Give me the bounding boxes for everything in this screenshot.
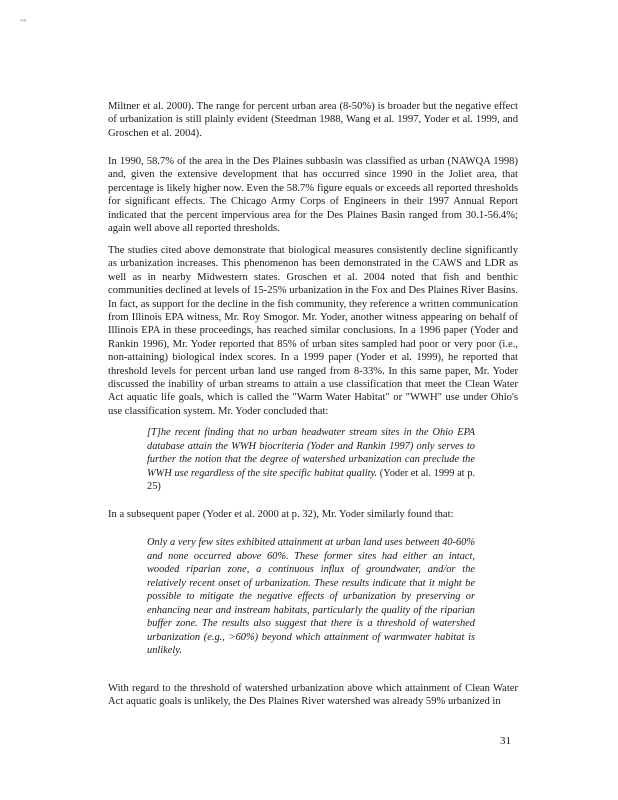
paragraph-5: With regard to the threshold of watershed urbanization above which attainment of Clean Water Act aquatic goals is unlikely, the Des Plaines River watershed was already 59% urbanized in — [108, 683, 518, 708]
paragraph-3: The studies cited above demonstrate that biological measures consistently decline significantly as urbanization increases. This phenomenon has been demonstrated in the CAWS and LDR as well as in nearby Midwestern states. Groschen et al. 2004 noted that fish and benthic communities declined at levels of 15-25% urbanization in the Fox and Des Plaines River Basins. In fact, as support for the decline in the fish community, they reference a written communication from Illinois EPA witness, Mr. Roy Smogor. Mr. Yoder, another witness appearing on behalf of Illinois EPA in these proceedings, has reached similar conclusions. In a 1996 paper (Yoder and Rankin 1996), Mr. Yoder reported that 85% of urban sites sampled had poor or very poor (i.e., non-attaining) biological index scores. In a 1999 paper (Yoder et al. 1999), he reported that threshold levels for percent urban land use ranged from 8-33%. In this same paper, Mr. Yoder discussed the inability of urban streams to attain a use classification that meet the Clean Water Act aquatic life goals, which is called the "Warm Water Habitat" or "WWH" use under Ohio's use classification system. Mr. Yoder concluded that: — [108, 245, 518, 417]
block-quote-2: Only a very few sites exhibited attainment at urban land uses between 40-60% and none occurred above 60%. These former sites had either an intact, wooded riparian zone, a continuous influx of groundwater, and/or the relatively recent onset of urbanization. These results indicate that it might be possible to mitigate the negative effects of urbanization by preserving or enhancing near and instream habitats, particularly the quality of the riparian buffer zone. The results also suggest that there is a threshold of watershed urbanization (e.g., >60%) beyond which attainment of warmwater habitat is unlikely. — [147, 537, 475, 656]
page-number: 31 — [500, 735, 511, 747]
scan-mark: "" — [20, 18, 27, 27]
paragraph-4: In a subsequent paper (Yoder et al. 2000 at p. 32), Mr. Yoder similarly found that: — [108, 509, 454, 520]
paragraph-2: In 1990, 58.7% of the area in the Des Plaines subbasin was classified as urban (NAWQA 1998) and, given the extensive development that has occurred since 1990 in the Joliet area, that percentage is likely higher now. Even the 58.7% figure equals or exceeds all reported thresholds for significant effects. The Chicago Army Corps of Engineers in their 1997 Annual Report indicated that the percent impervious area for the Des Plaines Basin ranged from 30.1-56.4%; again well above all reported thresholds. — [108, 156, 518, 235]
paragraph-1: Miltner et al. 2000). The range for percent urban area (8-50%) is broader but the negative effect of urbanization is still plainly evident (Steedman 1988, Wang et al. 1997, Yoder et al. 1999, and Groschen et al. 2004). — [108, 101, 518, 139]
block-quote-1: [T]he recent finding that no urban headwater stream sites in the Ohio EPA database attain the WWH biocriteria (Yoder and Rankin 1997) only serves to further the notion that the degree of watershed urbanization can preclude the WWH use regardless of the site specific habitat quality. (Yoder et al. 1999 at p. 25) — [147, 427, 475, 492]
